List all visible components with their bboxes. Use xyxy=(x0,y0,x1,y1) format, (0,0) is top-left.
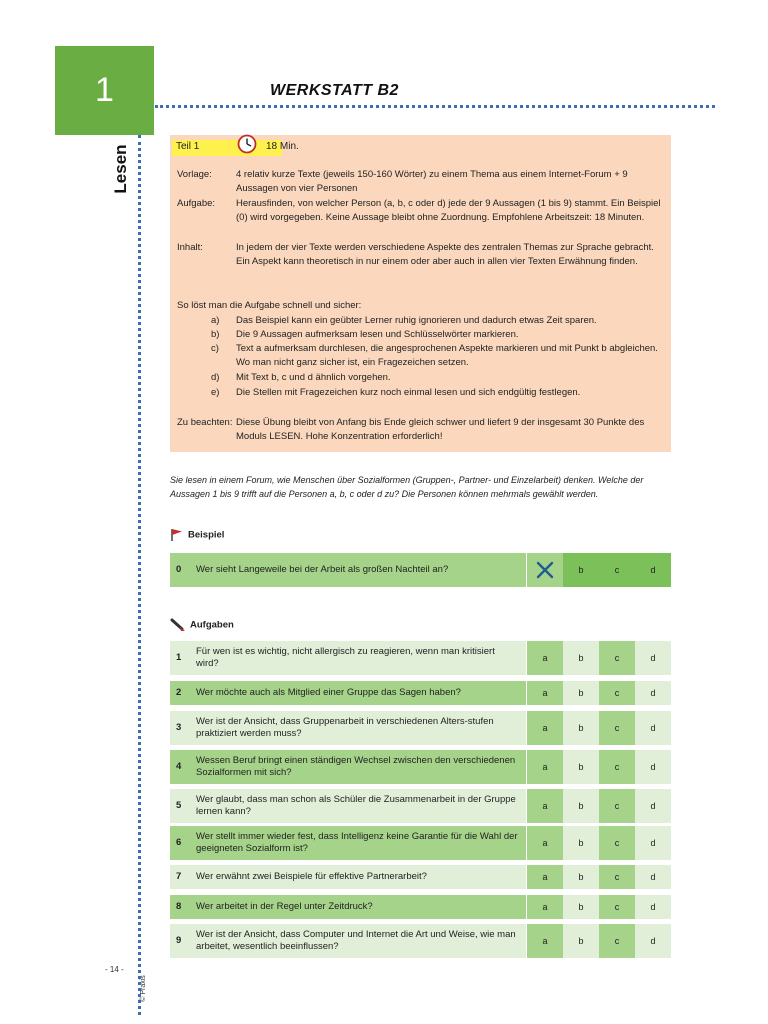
answer-option-d[interactable]: d xyxy=(635,826,671,860)
aufgaben-heading: Aufgaben xyxy=(190,619,234,631)
aufgabe-label: Aufgabe: xyxy=(177,198,216,209)
step-text: Die Stellen mit Fragezeichen kurz noch einmal lesen und sich endgültig festlegen. xyxy=(236,387,581,398)
answer-option-a[interactable]: a xyxy=(527,826,563,860)
note-label: Zu beachten: xyxy=(177,417,233,428)
answer-option-d[interactable]: d xyxy=(635,641,671,675)
side-divider xyxy=(138,135,141,1015)
answer-option-c[interactable]: c xyxy=(599,750,635,784)
solve-heading: So löst man die Aufgabe schnell und sicher: xyxy=(177,300,362,311)
question-text: Wessen Beruf bringt einen ständigen Wechsel zwischen den verschiedenen Sozialformen mit sich? xyxy=(196,754,516,778)
answer-option-b[interactable]: b xyxy=(563,865,599,889)
aufgaben-heading-wrap xyxy=(170,618,234,632)
step-c xyxy=(211,342,671,369)
question-text: Für wen ist es wichtig, nicht allergisch zu reagieren, wenn man kritisiert wird? xyxy=(196,645,495,669)
answer-option-c[interactable]: c xyxy=(599,681,635,705)
example-option-c: c xyxy=(599,553,635,587)
answer-option-b[interactable]: b xyxy=(563,681,599,705)
step-d xyxy=(211,371,671,385)
teil-label: Teil 1 xyxy=(176,141,200,152)
answer-option-c[interactable]: c xyxy=(599,826,635,860)
answer-option-d[interactable]: d xyxy=(635,895,671,919)
inhalt-text: In jedem der vier Texte werden verschiedene Aspekte des zentralen Themas zur Sprache gebracht. Ein Aspekt kann theoretisch in nur einem oder aber auch in allen vier Texten Erwähnung finden. xyxy=(236,242,654,267)
step-key: d) xyxy=(211,372,220,383)
question-text: Wer arbeitet in der Regel unter Zeitdruck? xyxy=(196,900,373,912)
pencil-icon xyxy=(170,618,186,632)
step-text: Die 9 Aussagen aufmerksam lesen und Schlüsselwörter markieren. xyxy=(236,329,519,340)
answer-option-c[interactable]: c xyxy=(599,641,635,675)
example-option-b: b xyxy=(563,553,599,587)
question-row xyxy=(170,641,526,675)
page-number: - 14 - xyxy=(105,965,124,974)
answer-option-b[interactable]: b xyxy=(563,750,599,784)
question-text: Wer glaubt, dass man schon als Schüler die Zusammenarbeit in der Gruppe lernen kann? xyxy=(196,793,516,817)
answer-option-a[interactable]: a xyxy=(527,750,563,784)
answer-option-a[interactable]: a xyxy=(527,711,563,745)
question-number: 4 xyxy=(176,760,182,772)
step-b xyxy=(211,328,671,342)
answer-option-a[interactable]: a xyxy=(527,865,563,889)
answer-option-b[interactable]: b xyxy=(563,895,599,919)
example-option-a xyxy=(527,553,563,587)
answer-option-b[interactable]: b xyxy=(563,789,599,823)
vorlage-label: Vorlage: xyxy=(177,169,212,180)
flag-icon xyxy=(170,528,184,542)
question-number: 9 xyxy=(176,934,182,946)
copyright: © Praxis xyxy=(139,975,147,1002)
task-intro: Sie lesen in einem Forum, wie Menschen über Sozialformen (Gruppen-, Partner- und Einzelarbeit) denken. Welche der Aussagen 1 bis 9 trifft auf die Personen a, b, c oder d zu? Die Personen können mehrmals gewählt werden. xyxy=(170,475,644,499)
clock-icon xyxy=(237,134,257,154)
question-row xyxy=(170,711,526,745)
inhalt-label: Inhalt: xyxy=(177,242,203,253)
side-label: Lesen xyxy=(111,144,130,194)
page-title: WERKSTATT B2 xyxy=(270,82,399,99)
answer-option-c[interactable]: c xyxy=(599,711,635,745)
step-key: b) xyxy=(211,329,220,340)
step-text: Mit Text b, c und d ähnlich vorgehen. xyxy=(236,372,391,383)
step-text: Das Beispiel kann ein geübter Lerner ruhig ignorieren und dadurch etwas Zeit sparen. xyxy=(236,315,597,326)
answer-option-c[interactable]: c xyxy=(599,865,635,889)
chapter-number: 1 xyxy=(55,46,154,135)
question-text: Wer möchte auch als Mitglied einer Gruppe das Sagen haben? xyxy=(196,686,461,698)
example-number: 0 xyxy=(176,563,182,575)
question-number: 5 xyxy=(176,799,182,811)
question-number: 6 xyxy=(176,836,182,848)
copyright-wrap xyxy=(140,975,154,1007)
answer-option-a[interactable]: a xyxy=(527,681,563,705)
question-row xyxy=(170,865,526,889)
answer-option-c[interactable]: c xyxy=(599,789,635,823)
question-row xyxy=(170,924,526,958)
question-number: 2 xyxy=(176,686,182,698)
answer-option-b[interactable]: b xyxy=(563,924,599,958)
aufgabe-text: Herausfinden, von welcher Person (a, b, c oder d) jede der 9 Aussagen (1 bis 9) stammt. Ein Beispiel (0) wird vorgegeben. Keine Aussage bleibt ohne Zuordnung. Empfohlene Arbeitszeit: 18 Minuten. xyxy=(236,198,661,223)
answer-option-a[interactable]: a xyxy=(527,924,563,958)
question-text: Wer ist der Ansicht, dass Gruppenarbeit in verschiedenen Alters-stufen praktiziert werden muss? xyxy=(196,715,494,739)
answer-option-d[interactable]: d xyxy=(635,681,671,705)
question-number: 8 xyxy=(176,900,182,912)
question-text: Wer stellt immer wieder fest, dass Intelligenz keine Garantie für die Wahl der geeigneten Sozialform ist? xyxy=(196,830,518,854)
answer-option-c[interactable]: c xyxy=(599,924,635,958)
answer-option-a[interactable]: a xyxy=(527,789,563,823)
step-text: Text a aufmerksam durchlesen, die angesprochenen Aspekte markieren und mit Punkt b abgleichen. Wo man nicht ganz sicher ist, ein Fragezeichen setzen. xyxy=(236,343,658,368)
example-text: Wer sieht Langeweile bei der Arbeit als großen Nachteil an? xyxy=(196,563,449,575)
answer-option-c[interactable]: c xyxy=(599,895,635,919)
answer-option-d[interactable]: d xyxy=(635,865,671,889)
answer-option-a[interactable]: a xyxy=(527,895,563,919)
step-a xyxy=(211,314,671,328)
beispiel-heading: Beispiel xyxy=(188,529,225,541)
question-number: 1 xyxy=(176,651,182,663)
answer-option-d[interactable]: d xyxy=(635,750,671,784)
step-key: c) xyxy=(211,343,219,354)
answer-option-b[interactable]: b xyxy=(563,641,599,675)
question-text: Wer erwähnt zwei Beispiele für effektive Partnerarbeit? xyxy=(196,870,427,882)
answer-option-b[interactable]: b xyxy=(563,826,599,860)
question-row xyxy=(170,789,526,823)
question-text: Wer ist der Ansicht, dass Computer und Internet die Art und Weise, wie man arbeitet, wesentlich beeinflussen? xyxy=(196,928,516,952)
time-label: 18 Min. xyxy=(266,141,299,152)
cross-mark-icon xyxy=(535,560,555,580)
side-label-wrap xyxy=(110,145,132,195)
example-row xyxy=(170,553,526,587)
step-e xyxy=(211,386,671,400)
question-row xyxy=(170,750,526,784)
question-row xyxy=(170,681,526,705)
question-number: 7 xyxy=(176,870,182,882)
vorlage-text: 4 relativ kurze Texte (jeweils 150-160 Wörter) zu einem Thema aus einem Internet-Forum + 9 Aussagen von vier Personen xyxy=(236,169,628,194)
beispiel-heading-wrap xyxy=(170,528,224,542)
answer-option-b[interactable]: b xyxy=(563,711,599,745)
answer-option-d[interactable]: d xyxy=(635,924,671,958)
step-key: a) xyxy=(211,315,220,326)
answer-option-d[interactable]: d xyxy=(635,789,671,823)
answer-option-a[interactable]: a xyxy=(527,641,563,675)
step-key: e) xyxy=(211,387,220,398)
title-divider xyxy=(155,105,715,108)
example-option-d: d xyxy=(635,553,671,587)
question-number: 3 xyxy=(176,721,182,733)
question-row xyxy=(170,895,526,919)
note-text: Diese Übung bleibt von Anfang bis Ende gleich schwer und liefert 9 der insgesamt 30 Punkte des Moduls LESEN. Hohe Konzentration erforderlich! xyxy=(236,417,645,442)
question-row xyxy=(170,826,526,860)
answer-option-d[interactable]: d xyxy=(635,711,671,745)
